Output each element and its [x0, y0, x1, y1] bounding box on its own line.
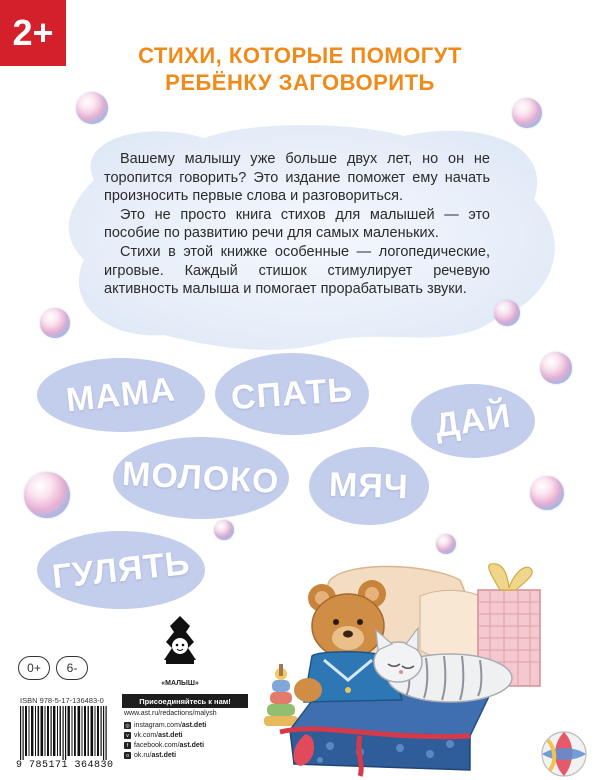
soap-bubble: [214, 520, 234, 540]
barcode-icon: [18, 706, 110, 760]
ok-handle[interactable]: ast.deti: [151, 752, 177, 759]
soap-bubble: [530, 476, 564, 510]
soap-bubble: [540, 352, 572, 384]
word-dai: ДАЙ: [432, 396, 514, 445]
facebook-url-prefix: facebook.com/: [134, 742, 180, 749]
title-line-1: СТИХИ, КОТОРЫЕ ПОМОГУТ: [138, 43, 462, 68]
word-cloud-gulyat: [36, 530, 206, 610]
age-rating-badge: 2+: [0, 0, 66, 66]
vk-url-prefix: vk.com/: [134, 732, 159, 739]
paragraph-2: Это не просто книга стихов для малышей — это пособие по развитию речи для самых маленьких.: [104, 206, 490, 242]
soap-bubble: [76, 92, 108, 124]
facebook-icon: f: [124, 742, 131, 749]
instagram-handle[interactable]: ast.deti: [181, 722, 207, 729]
publisher-name: «МАЛЫШ»: [161, 680, 199, 687]
paragraph-3: Стихи в этой книжке особенные — логопедические, игровые. Каждый стишок стимулирует речевую активность малыша и помогает прорабатывать звуки.: [104, 243, 490, 298]
instagram-url-prefix: instagram.com/: [134, 722, 182, 729]
instagram-link[interactable]: [124, 722, 206, 729]
vk-icon: v: [124, 732, 131, 739]
barcode-number: 9 785171 364830: [16, 760, 114, 771]
website-link[interactable]: [124, 710, 217, 717]
vk-handle[interactable]: ast.deti: [158, 732, 183, 739]
odnoklassniki-icon: о: [124, 752, 131, 759]
word-cloud-spat: [214, 352, 370, 436]
word-cloud-mama: [36, 356, 206, 434]
soap-bubble: [512, 98, 542, 128]
word-mama: МАМА: [64, 369, 178, 420]
paragraph-1: Вашему малышу уже больше двух лет, но он не торопится говорить? Это издание поможет ему начать произносить первые слова и разговориться.: [104, 151, 490, 205]
age-rating-6minus: 6-: [56, 656, 88, 680]
isbn-text: ISBN 978-5-17-136483-0: [20, 696, 104, 705]
word-gulyat: ГУЛЯТЬ: [50, 543, 192, 596]
soap-bubble: [24, 472, 70, 518]
ok-link[interactable]: [124, 752, 176, 759]
soap-bubble: [494, 300, 520, 326]
teddy-bear-and-cat-illustration: [260, 540, 600, 780]
facebook-link[interactable]: [124, 742, 204, 749]
vk-link[interactable]: [124, 732, 183, 739]
soap-bubble: [40, 308, 70, 338]
description-text: [104, 150, 490, 299]
ok-url-prefix: ok.ru/: [134, 752, 152, 759]
website-url[interactable]: www.ast.ru/redactions/malysh: [124, 710, 217, 717]
publisher-logo-icon: [152, 612, 208, 678]
age-rating-0plus: 0+: [18, 656, 50, 680]
cover-title: [130, 42, 470, 96]
word-moloko: МОЛОКО: [121, 454, 281, 501]
facebook-handle[interactable]: ast.deti: [179, 742, 205, 749]
word-cloud-myach: [308, 446, 430, 526]
title-line-2: РЕБЁНКУ ЗАГОВОРИТЬ: [165, 70, 435, 95]
word-spat: СПАТЬ: [229, 370, 355, 417]
word-myach: МЯЧ: [328, 465, 410, 506]
instagram-icon: ◎: [125, 722, 130, 729]
word-cloud-moloko: [112, 436, 290, 520]
join-us-banner: Присоединяйтесь к нам!: [122, 694, 248, 708]
